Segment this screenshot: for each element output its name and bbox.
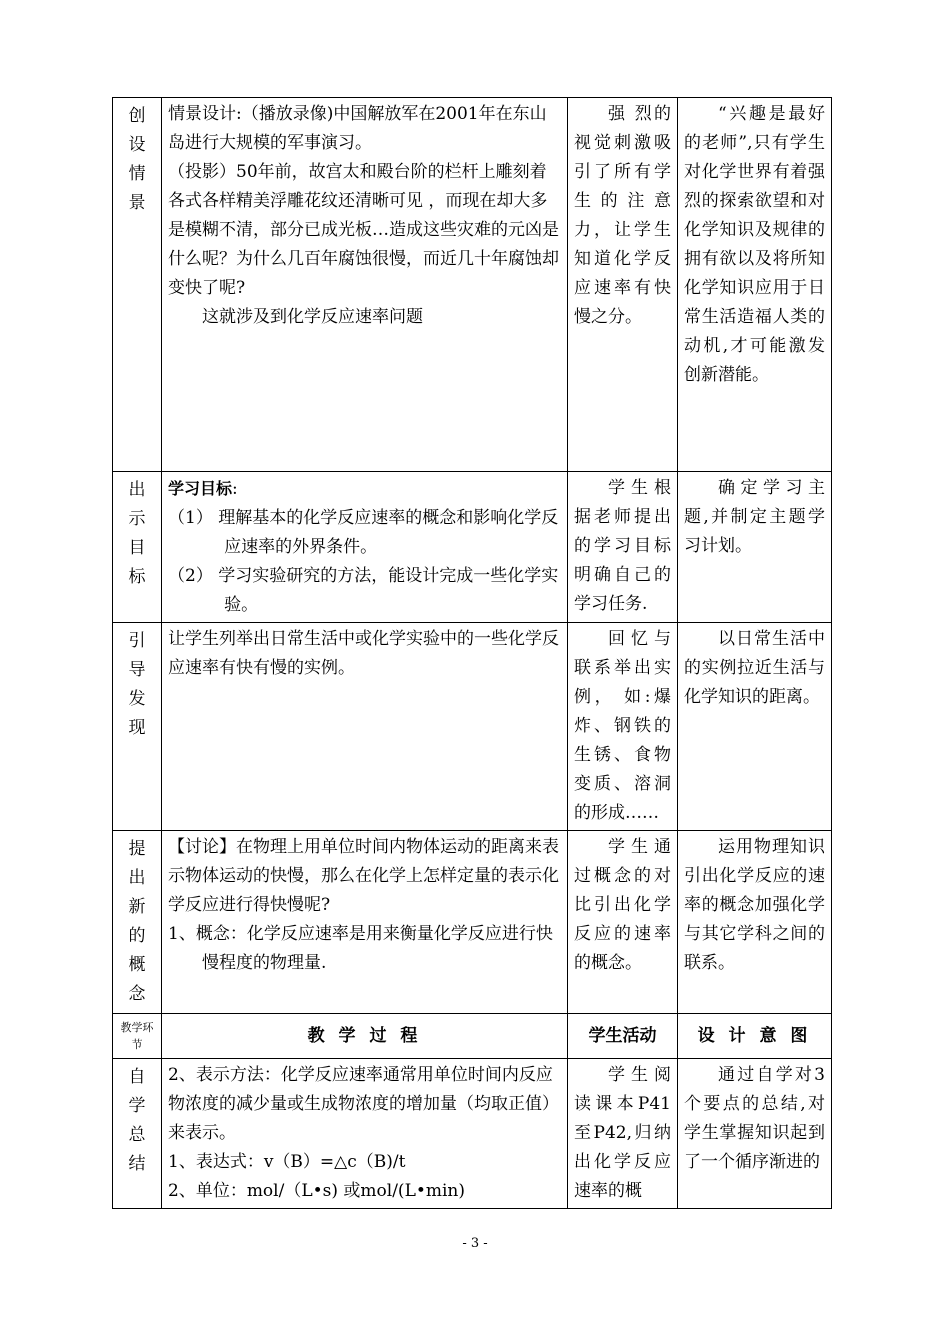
stage-char: 导 xyxy=(128,660,146,680)
goal-title: 学习目标 xyxy=(168,479,233,498)
intent-cell xyxy=(678,472,832,623)
header-intent: 设 计 意 图 xyxy=(678,1014,832,1059)
stage-char: 景 xyxy=(128,193,146,213)
process-text: 让学生列举出日常生活中或化学实验中的一些化学反应速率有快有慢的实例。 xyxy=(168,629,559,678)
stage-char: 发 xyxy=(128,689,146,709)
student-text: 学生根据老师提出的学习目标明确自己的学习任务. xyxy=(574,478,671,614)
stage-char: 结 xyxy=(128,1154,146,1174)
stage-char: 目 xyxy=(128,538,146,558)
header-stage: 教学环节 xyxy=(113,1014,162,1059)
process-text: 2、表示方法：化学反应速率通常用单位时间内反应物浓度的减少量或生成物浓度的增加量（均取正值）来表示。 xyxy=(168,1065,559,1143)
intent-text: 运用物理知识引出化学反应的速率的概念加强化学与其它学科之间的联系。 xyxy=(684,837,825,973)
stage-cell xyxy=(113,831,162,1014)
stage-char: 出 xyxy=(128,480,146,500)
stage-char: 出 xyxy=(128,868,146,888)
table-row xyxy=(113,831,832,1014)
table-row xyxy=(113,623,832,831)
stage-cell xyxy=(113,472,162,623)
table-header-row xyxy=(113,1014,832,1059)
lesson-plan-sheet xyxy=(112,97,831,1209)
intent-cell xyxy=(678,831,832,1014)
intent-text: 以日常生活中的实例拉近生活与化学知识的距离。 xyxy=(684,629,825,707)
process-text: 【讨论】在物理上用单位时间内物体运动的距离来表示物体运动的快慢，那么在化学上怎样定量的表示化学反应进行得快慢呢? xyxy=(168,837,559,915)
process-text: 2、单位：mol/（L•s) 或mol/(L•min) xyxy=(168,1181,466,1201)
stage-char: 设 xyxy=(128,135,146,155)
table-row xyxy=(113,472,832,623)
header-student: 学生活动 xyxy=(568,1014,678,1059)
lesson-plan-table xyxy=(112,97,832,1209)
intent-cell xyxy=(678,1059,832,1209)
table-row xyxy=(113,1059,832,1209)
stage-char: 创 xyxy=(128,106,146,126)
process-cell xyxy=(162,1059,568,1209)
stage-char: 总 xyxy=(128,1125,146,1145)
student-text: 学生阅读课本P41至P42,归纳出化学反应速率的概 xyxy=(574,1065,671,1201)
intent-text: 通过自学对3个要点的总结,对学生掌握知识起到了一个循序渐进的 xyxy=(684,1065,825,1172)
stage-char: 新 xyxy=(128,897,146,917)
header-process: 教 学 过 程 xyxy=(162,1014,568,1059)
stage-char: 情 xyxy=(128,164,146,184)
goal-item: （2） 学习实验研究的方法，能设计完成一些化学实验。 xyxy=(168,566,559,615)
intent-cell xyxy=(678,623,832,831)
stage-char: 标 xyxy=(128,567,146,587)
stage-char: 自 xyxy=(128,1067,146,1087)
stage-char: 的 xyxy=(128,926,146,946)
student-text: 回忆与联系举出实例， 如:爆炸、钢铁的生锈、食物变质、溶洞的形成…… xyxy=(574,629,671,823)
intent-text: 确定学习主题,并制定主题学习计划。 xyxy=(684,478,825,556)
process-text: 1、概念：化学反应速率是用来衡量化学反应进行快慢程度的物理量. xyxy=(168,924,553,973)
page-number: - 3 - xyxy=(462,1236,488,1251)
goal-colon: : xyxy=(232,479,238,499)
intent-cell xyxy=(678,98,832,472)
student-cell xyxy=(568,831,678,1014)
stage-char: 提 xyxy=(128,839,146,859)
process-text: 1、表达式：v（B）=△c（B)/t xyxy=(168,1152,406,1172)
stage-char: 引 xyxy=(128,631,146,651)
stage-char: 概 xyxy=(128,955,146,975)
stage-cell xyxy=(113,98,162,472)
process-cell xyxy=(162,623,568,831)
student-text: 强 烈的视觉刺激吸引了所有学生的注意力，让学生知道化学反应速率有快慢之分。 xyxy=(574,104,671,327)
process-cell xyxy=(162,98,568,472)
goal-item: （1） 理解基本的化学反应速率的概念和影响化学反应速率的外界条件。 xyxy=(168,508,559,557)
process-cell xyxy=(162,831,568,1014)
process-cell xyxy=(162,472,568,623)
student-text: 学生通过概念的对比引出化学反应的速率的概念。 xyxy=(574,837,671,973)
intent-text: “兴趣是最好的老师”,只有学生对化学世界有着强烈的探索欲望和对化学知识及规律的拥有欲以及将所知化学知识应用于日常生活造福人类的动机,才可能激发创新潜能。 xyxy=(684,104,825,385)
stage-cell xyxy=(113,623,162,831)
student-cell xyxy=(568,98,678,472)
stage-char: 示 xyxy=(128,509,146,529)
process-text: （投影）50年前，故宫太和殿台阶的栏杆上雕刻着各式各样精美浮雕花纹还清晰可见 ，而现在却大多是模糊不清，部分已成光板…造成这些灾难的元凶是什么呢？为什么几百年腐蚀很慢，而近几十年腐蚀却变快了呢? xyxy=(168,162,559,298)
stage-char: 学 xyxy=(128,1096,146,1116)
process-text: 情景设计:（播放录像)中国解放军在2001年在东山岛进行大规模的军事演习。 xyxy=(168,104,547,153)
process-text: 这就涉及到化学反应速率问题 xyxy=(202,307,423,327)
stage-cell xyxy=(113,1059,162,1209)
table-row xyxy=(113,98,832,472)
stage-char: 现 xyxy=(128,718,146,738)
student-cell xyxy=(568,472,678,623)
student-cell xyxy=(568,623,678,831)
student-cell xyxy=(568,1059,678,1209)
stage-char: 念 xyxy=(128,984,146,1004)
